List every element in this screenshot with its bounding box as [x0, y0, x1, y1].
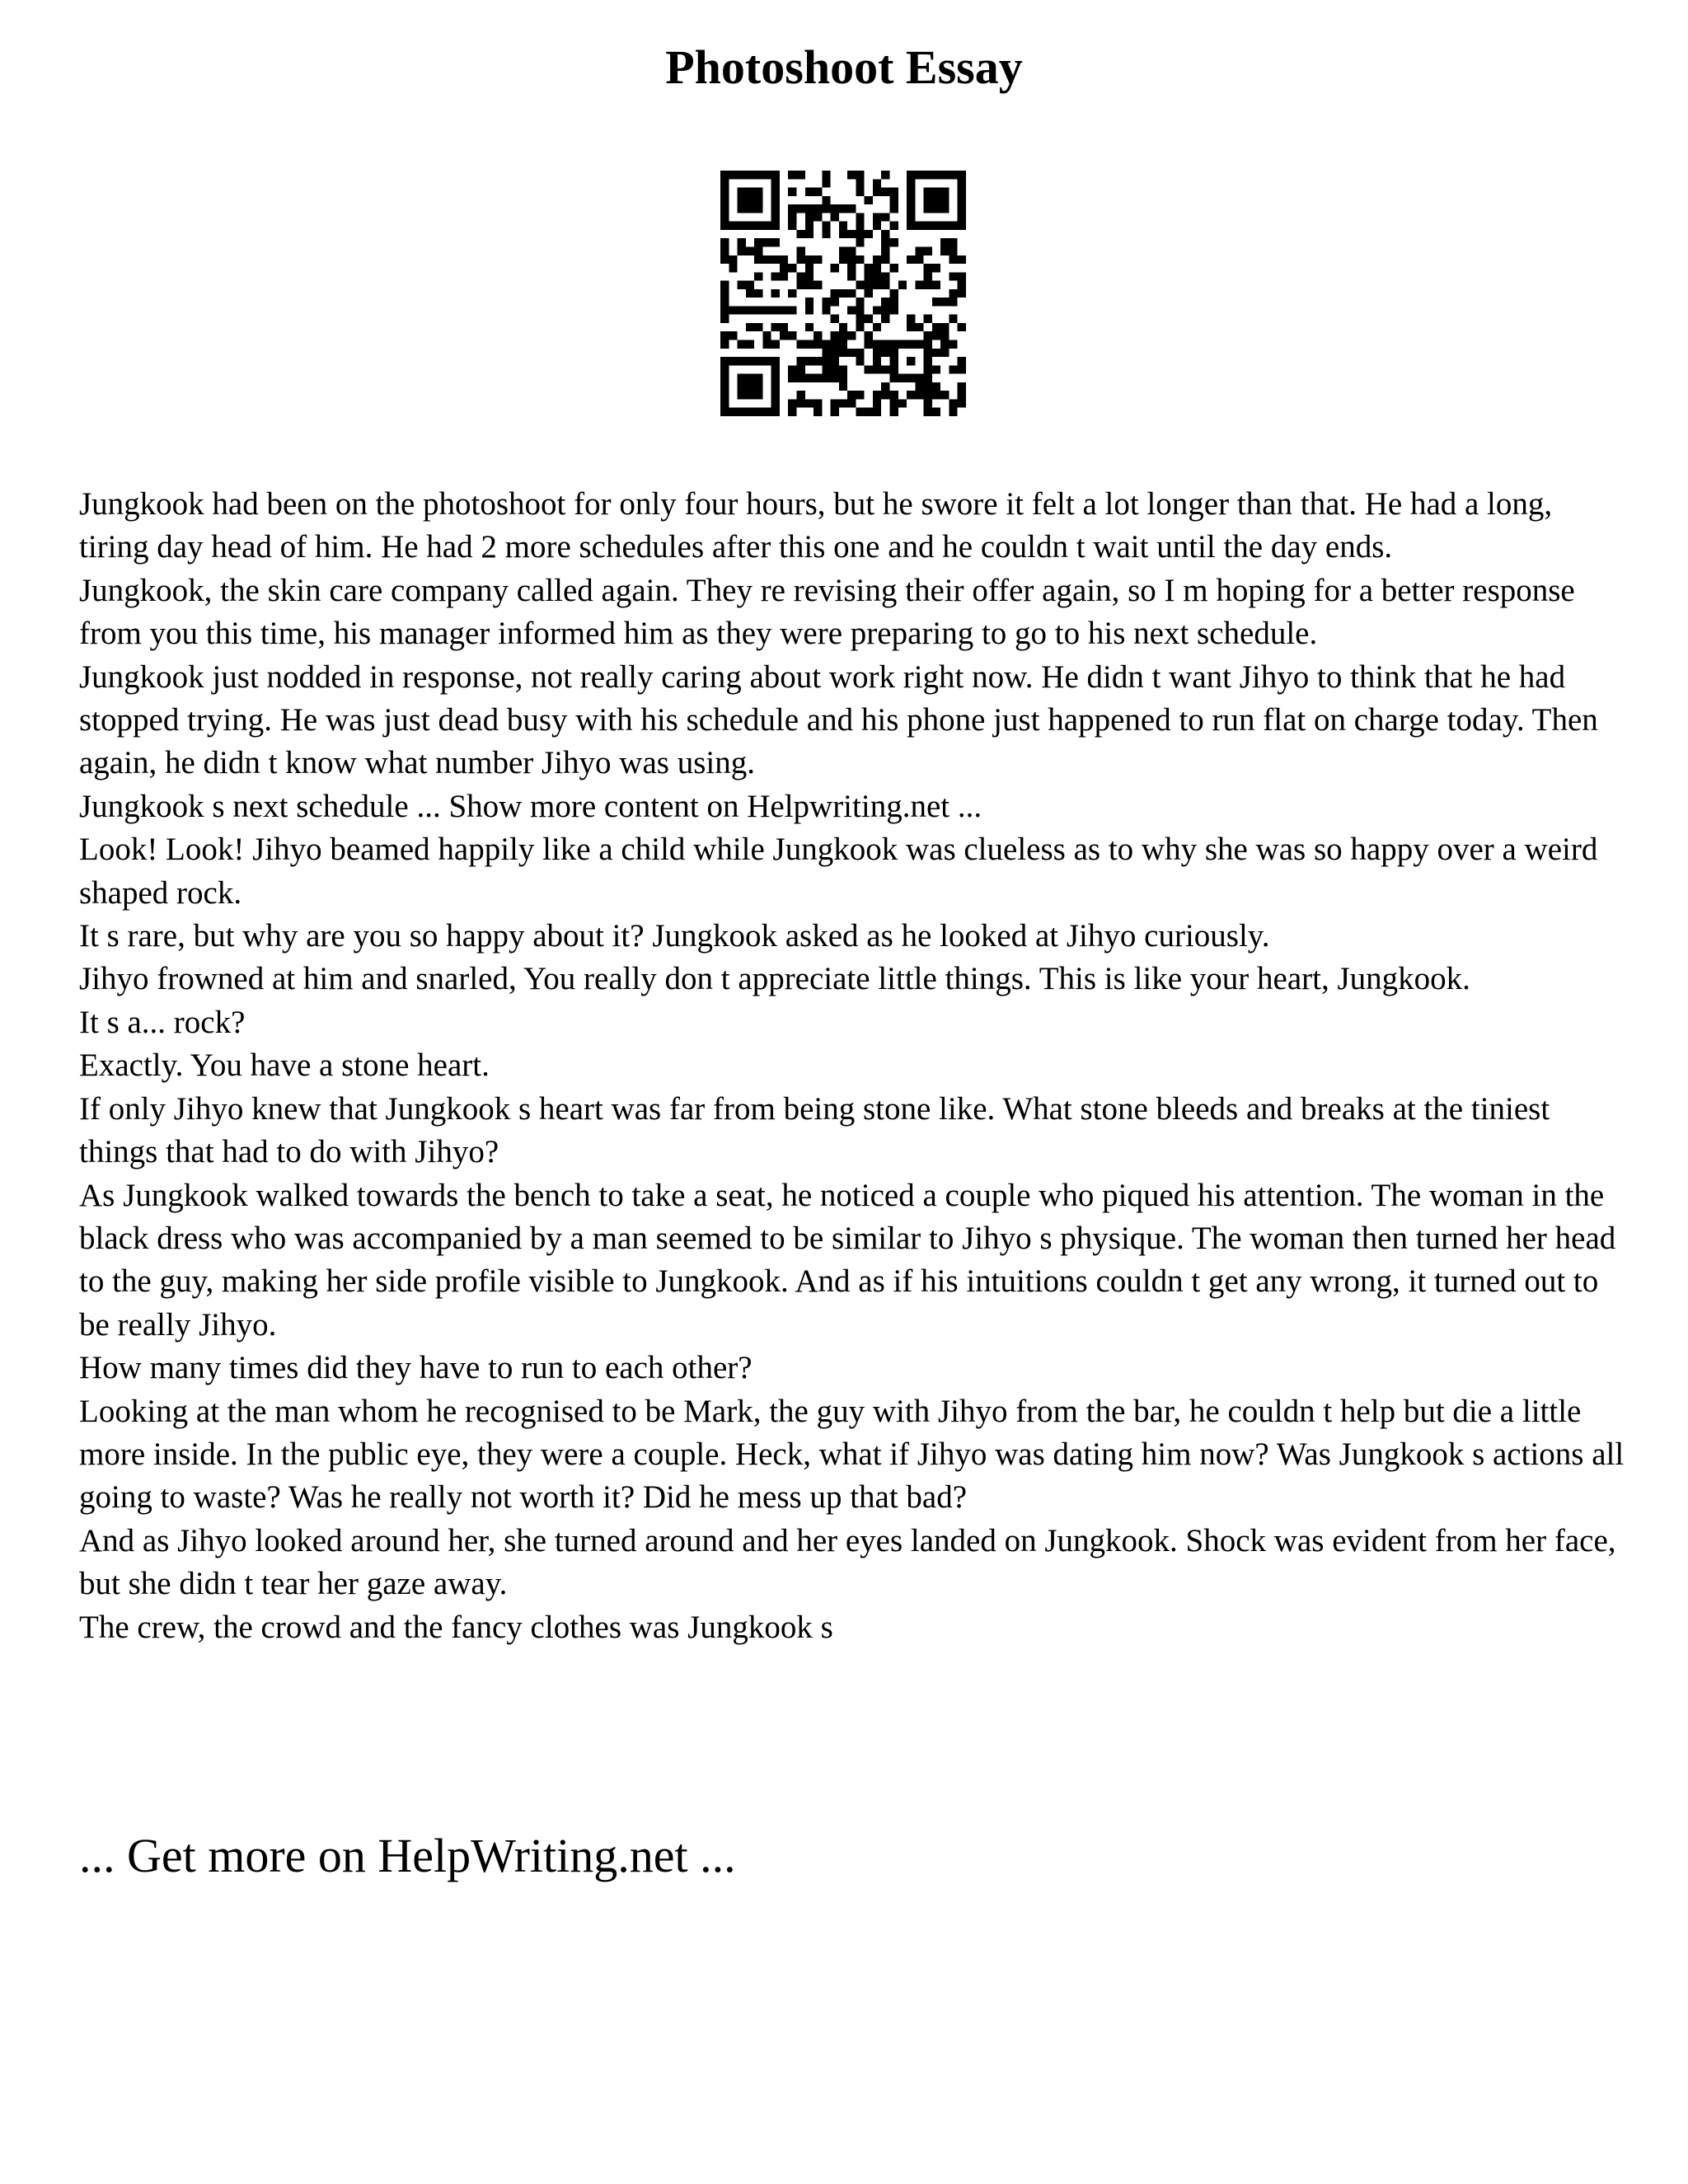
document-title: Photoshoot Essay: [665, 40, 1023, 94]
get-more-link[interactable]: ... Get more on HelpWriting.net ...: [79, 1829, 736, 1882]
qr-code-icon: [720, 171, 966, 416]
paragraph: The crew, the crowd and the fancy clothes was Jungkook s: [79, 1609, 833, 1645]
paragraph: If only Jihyo knew that Jungkook s heart was far from being stone like. What stone bleeds and breaks at the tiniest things that had to do with Jihyo?: [79, 1090, 1550, 1170]
paragraph: Jungkook just nodded in response, not really caring about work right now. He didn t want Jihyo to think that he had stopped trying. He was just dead busy with his schedule and his phone just happened to run flat on charge today. Then again, he didn t know what number Jihyo was using.: [79, 658, 1598, 781]
paragraph: It s rare, but why are you so happy about it? Jungkook asked as he looked at Jihyo curiously.: [79, 918, 1270, 954]
paragraph: Looking at the man whom he recognised to be Mark, the guy with Jihyo from the bar, he couldn t help but die a little more inside. In the public eye, they were a couple. Heck, what if Jihyo was dating him now? Was Jungkook s actions all going to waste? Was he really not worth it? Did he mess up that bad?: [79, 1393, 1625, 1516]
paragraph: Jungkook had been on the photoshoot for only four hours, but he swore it felt a lot longer than that. He had a long, tiring day head of him. He had 2 more schedules after this one and he couldn t wait until the day ends.: [79, 486, 1553, 565]
paragraph: Jungkook, the skin care company called again. They re revising their offer again, so I m hoping for a better response from you this time, his manager informed him as they were preparing to go to his next schedule.: [79, 572, 1575, 652]
show-more-link[interactable]: Jungkook s next schedule ... Show more content on Helpwriting.net ...: [79, 788, 982, 824]
paragraph: How many times did they have to run to each other?: [79, 1350, 753, 1386]
paragraph: It s a... rock?: [79, 1004, 246, 1040]
paragraph: And as Jihyo looked around her, she turned around and her eyes landed on Jungkook. Shock was evident from her face, but she didn t tear her gaze away.: [79, 1522, 1616, 1602]
essay-body: [79, 483, 1629, 1649]
paragraph: As Jungkook walked towards the bench to take a seat, he noticed a couple who piqued his attention. The woman in the black dress who was accompanied by a man seemed to be similar to Jihyo s physique. The woman then turned her head to the guy, making her side profile visible to Jungkook. And as if his intuitions couldn t get any wrong, it turned out to be really Jihyo.: [79, 1177, 1616, 1343]
paragraph: Jihyo frowned at him and snarled, You really don t appreciate little things. This is like your heart, Jungkook.: [79, 961, 1470, 997]
paragraph: Look! Look! Jihyo beamed happily like a child while Jungkook was clueless as to why she was so happy over a weird shaped rock.: [79, 832, 1598, 911]
paragraph: Exactly. You have a stone heart.: [79, 1047, 490, 1084]
